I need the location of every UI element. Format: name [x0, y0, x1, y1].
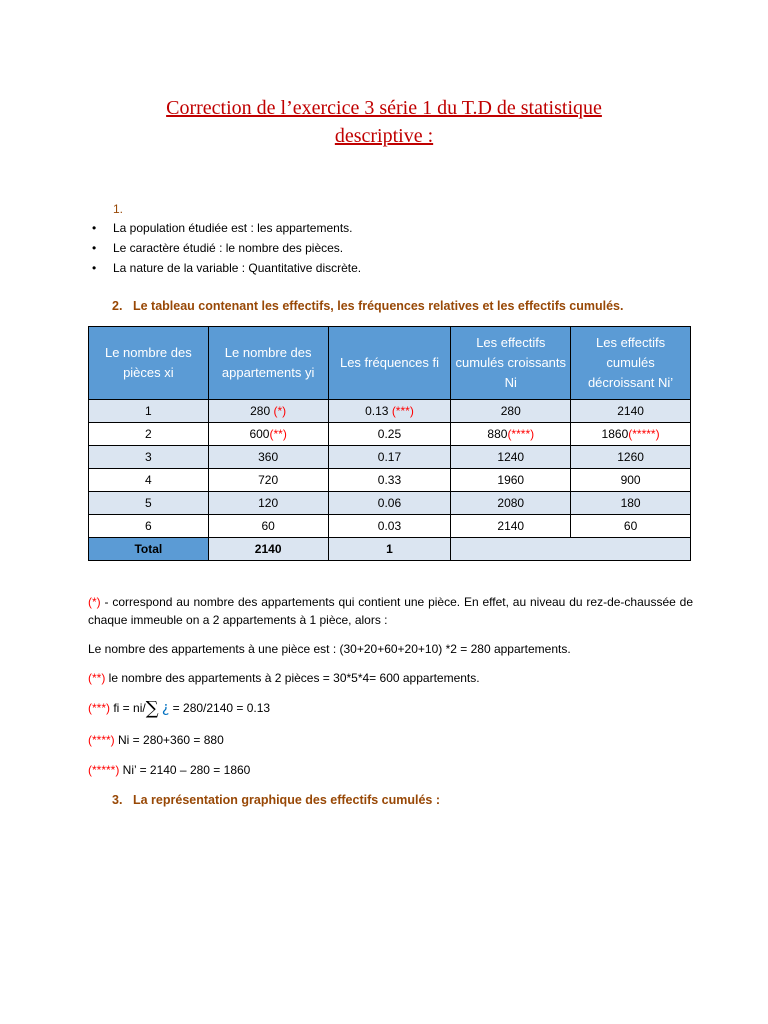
note-star1-text: - correspond au nombre des appartements qui contient une pièce. En effet, au niveau du rez-de-chaussée de chaque immeuble on a 2 appartements à 1 pièce, alors :: [88, 595, 693, 627]
cell-yi-value: 280: [250, 404, 271, 418]
cell-nid: 1260: [571, 446, 691, 469]
cell-nid: [571, 423, 691, 446]
header-yi: Le nombre des appartements yi: [208, 327, 328, 400]
cell-xi: 3: [89, 446, 209, 469]
note-calc1: Le nombre des appartements à une pièce est : (30+20+60+20+10) *2 = 280 appartements.: [88, 642, 571, 656]
footnote-mark: (****): [507, 427, 535, 441]
cell-fi: 0.06: [328, 492, 451, 515]
cell-yi: [208, 423, 328, 446]
cell-fi: 0.03: [328, 515, 451, 538]
cell-fi-value: 0.13: [365, 404, 389, 418]
table-row: [89, 423, 691, 446]
cell-fi: 0.33: [328, 469, 451, 492]
section-3-text: La représentation graphique des effectifs cumulés :: [133, 793, 441, 807]
footnote-mark: (**): [269, 427, 287, 441]
cell-yi: [208, 400, 328, 423]
note-star5-mark: (*****): [88, 763, 120, 777]
cell-nid-value: 1860: [601, 427, 629, 441]
table-row: [89, 469, 691, 492]
note-star3: [88, 699, 693, 718]
cell-nid-value: 2140: [617, 404, 644, 418]
cell-yi: 360: [208, 446, 328, 469]
footnote-mark: (*): [273, 404, 287, 418]
cell-xi: 5: [89, 492, 209, 515]
note-star4-text: Ni = 280+360 = 880: [114, 733, 224, 747]
table-row: [89, 515, 691, 538]
table-header-row: [89, 327, 691, 400]
cell-yi: 720: [208, 469, 328, 492]
note-star1-mark: (*): [88, 595, 101, 609]
note-star4-mark: (****): [88, 733, 115, 747]
total-fi: 1: [328, 538, 451, 561]
header-ni: Les effectifs cumulés croissants Ni: [451, 327, 571, 400]
note-star2-text: le nombre des appartements à 2 pièces = 30*5*4= 600 appartements.: [105, 671, 480, 685]
note-star4: [88, 731, 693, 749]
note-star1: [88, 593, 693, 629]
note-star5: [88, 761, 693, 779]
frequency-table: [88, 326, 691, 561]
broken-glyph: ¿: [161, 700, 170, 716]
bullet-caractere: • Le caractère étudié : le nombre des pièces.: [92, 239, 361, 259]
cell-ni: 2080: [451, 492, 571, 515]
cell-xi: 4: [89, 469, 209, 492]
note-star3-formula: fi = ni/: [110, 701, 146, 715]
cell-xi: 1: [89, 400, 209, 423]
cell-nid: 180: [571, 492, 691, 515]
table-total-row: [89, 538, 691, 561]
note-star2: [88, 669, 693, 687]
footnote-mark: (***): [391, 404, 414, 418]
section-1-number: 1.: [113, 202, 124, 216]
total-yi: 2140: [208, 538, 328, 561]
section-3-heading: [112, 793, 440, 807]
title-line-1: Correction de l’exercice 3 série 1 du T.D de statistique: [166, 97, 602, 119]
section-2-text: Le tableau contenant les effectifs, les fréquences relatives et les effectifs cumulés.: [133, 299, 624, 313]
cell-yi: 120: [208, 492, 328, 515]
cell-ni: [451, 423, 571, 446]
cell-ni-value: 880: [487, 427, 508, 441]
total-empty-cell: [451, 538, 691, 561]
section-1-bullet-list: [92, 219, 361, 279]
cell-nid: 60: [571, 515, 691, 538]
table-row: [89, 400, 691, 423]
cell-ni: 1960: [451, 469, 571, 492]
note-star5-text: Ni’ = 2140 – 280 = 1860: [119, 763, 251, 777]
cell-fi: 0.17: [328, 446, 451, 469]
cell-nid: 900: [571, 469, 691, 492]
header-xi: Le nombre des pièces xi: [89, 327, 209, 400]
table-row: [89, 492, 691, 515]
note-star3-mark: (***): [88, 701, 111, 715]
sigma-symbol: ∑: [145, 698, 159, 719]
section-2-heading: [112, 299, 623, 313]
cell-fi-value: 0.25: [377, 427, 402, 441]
footnote-mark: (*****): [628, 427, 660, 441]
cell-fi: [328, 423, 451, 446]
cell-yi: 60: [208, 515, 328, 538]
note-star2-mark: (**): [88, 671, 106, 685]
document-title: [60, 94, 708, 150]
title-line-2: descriptive :: [334, 125, 434, 147]
cell-xi: 2: [89, 423, 209, 446]
cell-xi: 6: [89, 515, 209, 538]
header-ni-decroissant: Les effectifs cumulés décroissant Ni’: [571, 327, 691, 400]
cell-ni: 2140: [451, 515, 571, 538]
total-label: Total: [89, 538, 209, 561]
cell-yi-value: 600: [249, 427, 270, 441]
cell-ni: [451, 400, 571, 423]
header-fi: Les fréquences fi: [328, 327, 451, 400]
table-row: [89, 446, 691, 469]
bullet-nature: • La nature de la variable : Quantitative discrète.: [92, 259, 361, 279]
section-2-number: 2.: [112, 299, 123, 313]
cell-nid: [571, 400, 691, 423]
section-3-number: 3.: [112, 793, 123, 807]
cell-ni: 1240: [451, 446, 571, 469]
cell-fi: [328, 400, 451, 423]
note-star3-result: = 280/2140 = 0.13: [169, 701, 271, 715]
cell-ni-value: 280: [500, 404, 521, 418]
bullet-population: • La population étudiée est : les appartements.: [92, 219, 361, 239]
